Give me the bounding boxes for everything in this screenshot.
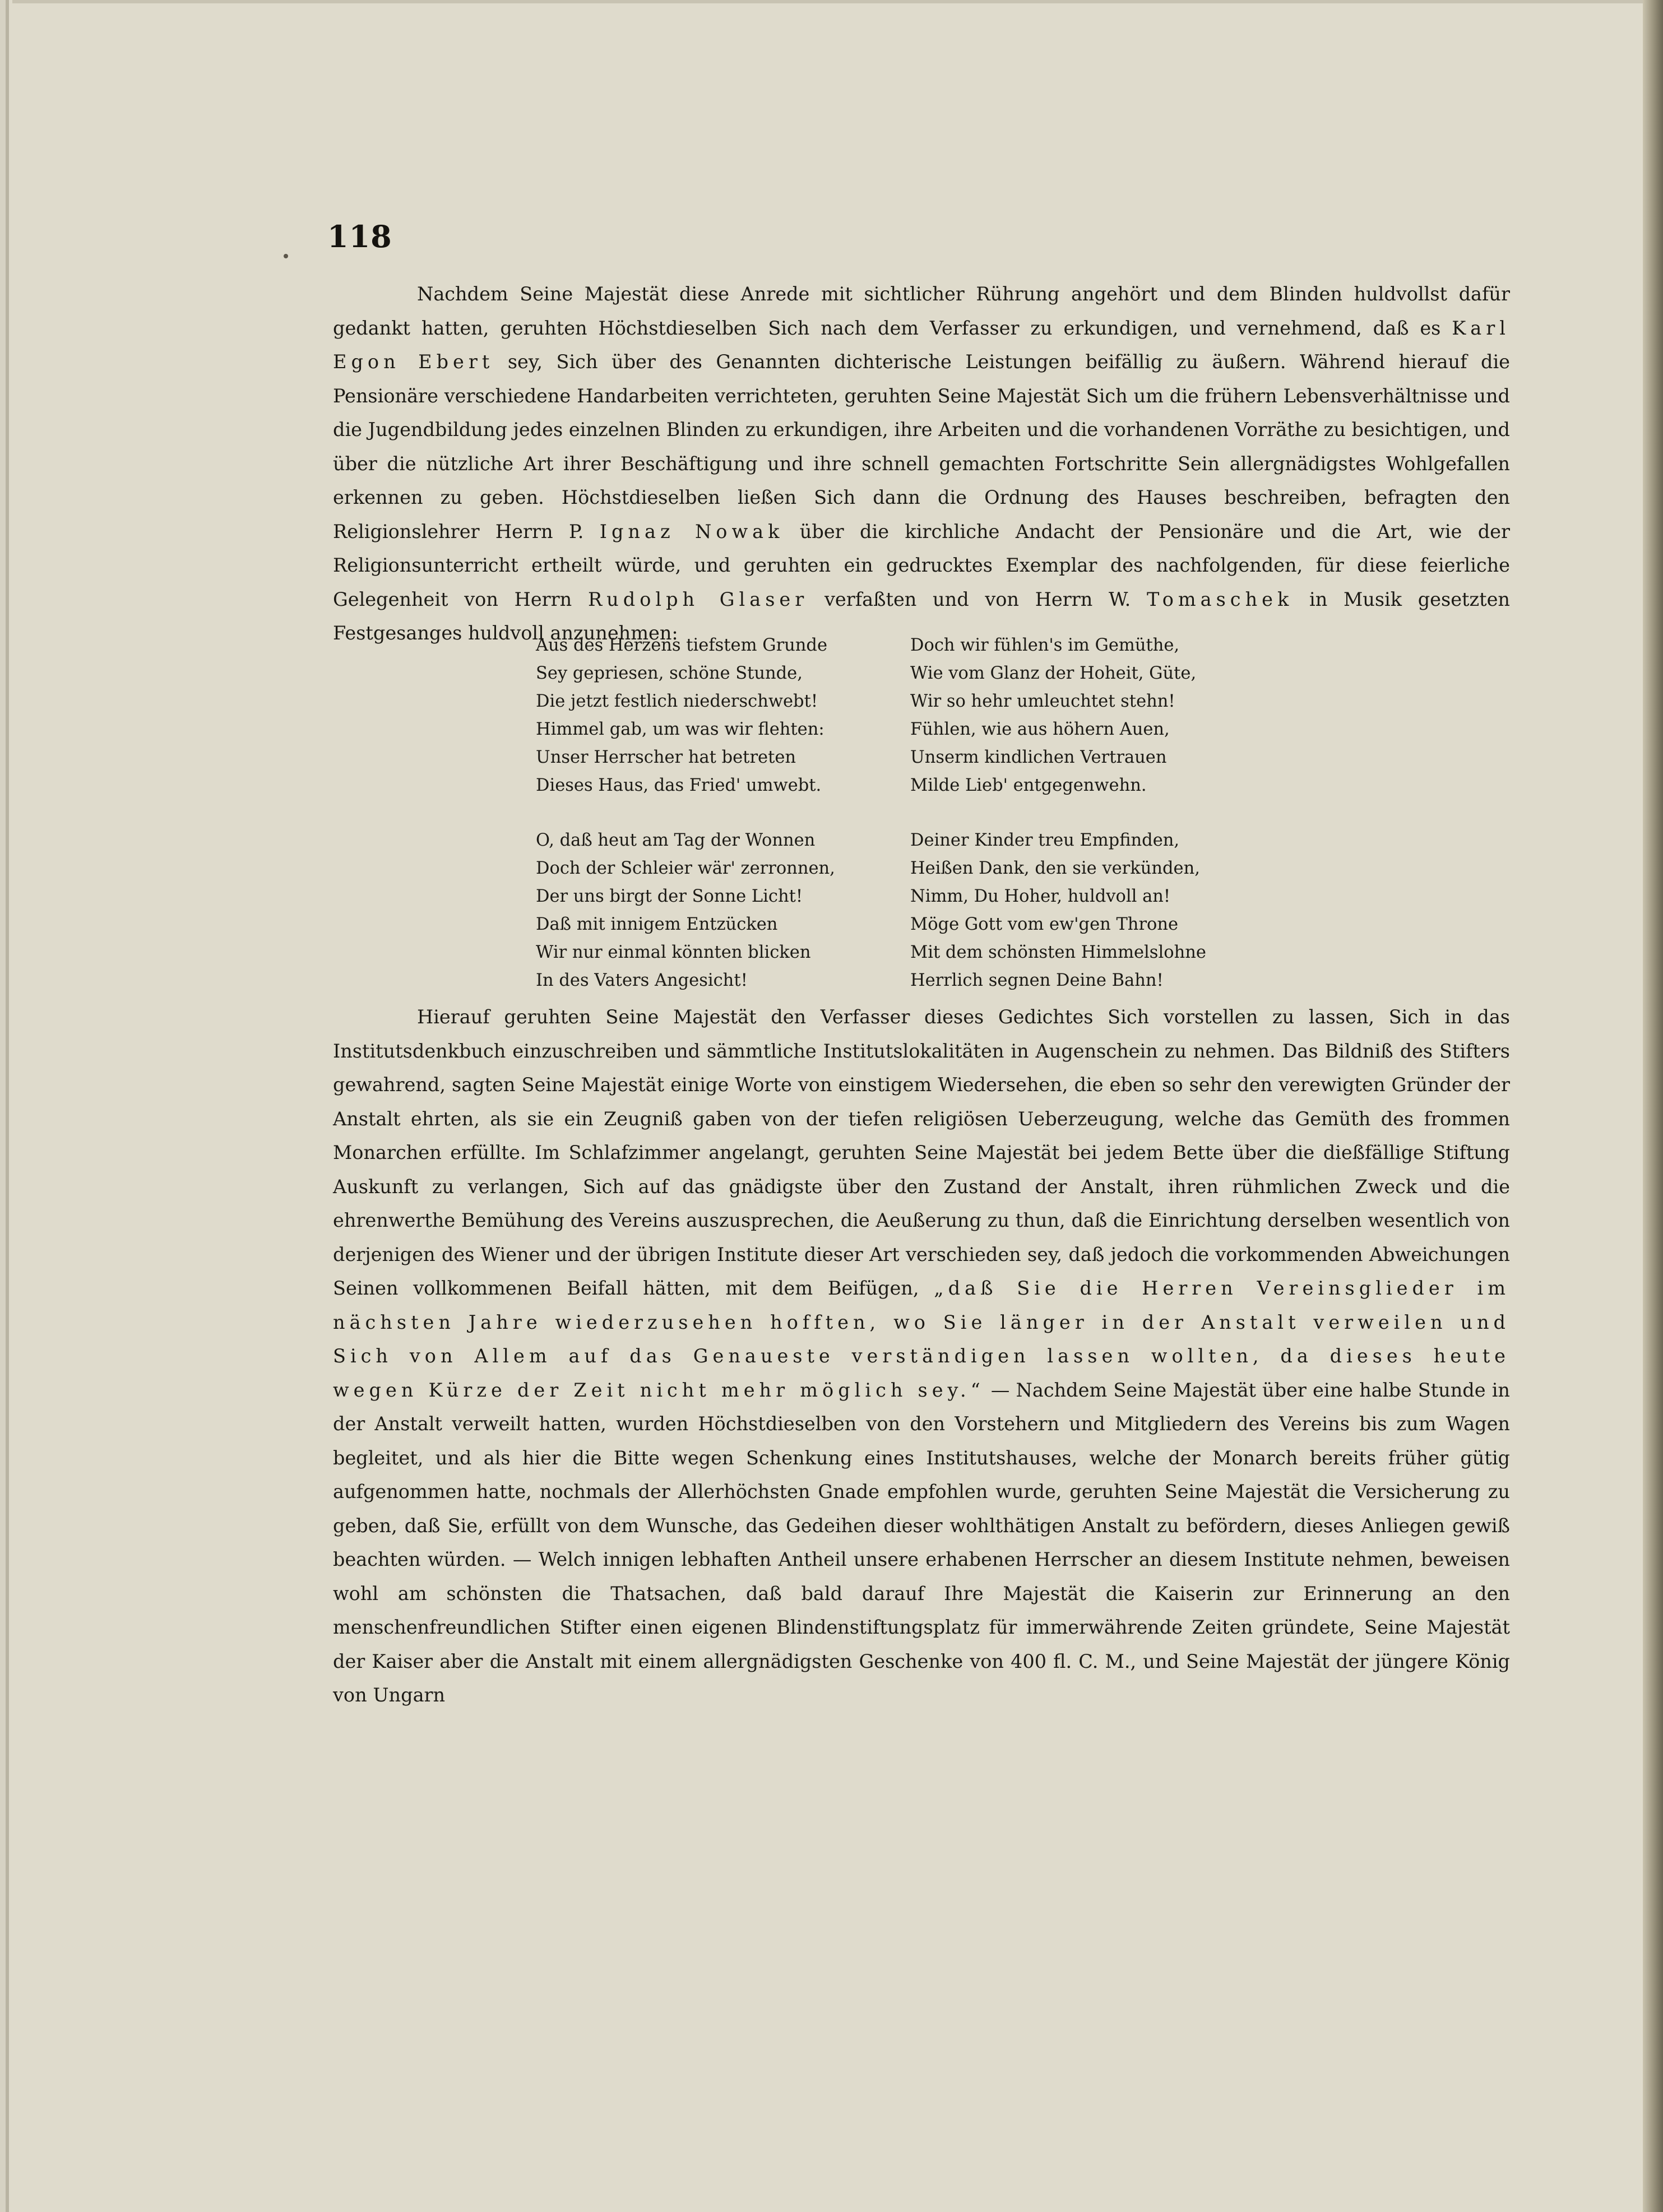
- poem-line: Doch der Schleier wär' zerronnen,: [536, 859, 835, 878]
- poem-stanza: [910, 827, 1206, 995]
- paragraph-1-text-b: sey, Sich über des Genannten dichterische Leistungen beifällig zu äußern. Während hierauf die Pensionäre verschiedene Handarbeiten verrichteten, geruhten Seine Majestät Sich um die frühern Lebensverhältnisse und die Jugendbildung jedes einzelnen Blinden zu erkundigen, ihre Arbeiten und die vorhandenen Vorräthe zu besichtigen, und über die nützliche Art ihrer Beschäftigung und ihre schnell gemachten Fortschritte Sein allergnädigstes Wohlgefallen erkennen zu geben. Höchstdieselben ließen Sich dann die Ordnung des Hauses beschreiben, befragten den Religionslehrer Herrn P.: [333, 351, 1510, 542]
- poem-line: Fühlen, wie aus höhern Auen,: [910, 720, 1170, 739]
- poem-line: Heißen Dank, den sie verkünden,: [910, 859, 1200, 878]
- poem-line: Die jetzt festlich niederschwebt!: [536, 692, 818, 711]
- poem-line: Wie vom Glanz der Hoheit, Güte,: [910, 664, 1197, 683]
- book-spine-edge: [1643, 0, 1663, 2212]
- poem-line: O, daß heut am Tag der Wonnen: [536, 831, 816, 850]
- name-ignaz-nowak: Ignaz Nowak: [599, 520, 784, 542]
- poem-right-column: [910, 632, 1206, 1022]
- poem-line: Wir so hehr umleuchtet stehn!: [910, 692, 1175, 711]
- paragraph-1-text-a: Nachdem Seine Majestät diese Anrede mit sichtlicher Rührung angehört und dem Blinden huldvollst dafür gedankt hatten, geruhten Höchstdieselben Sich nach dem Verfasser zu erkundigen, und vernehmend, daß es: [333, 283, 1510, 339]
- poem-stanza: [536, 632, 835, 800]
- paragraph-2: [333, 1000, 1510, 1713]
- page-number: 118: [327, 219, 392, 254]
- poem-line: In des Vaters Angesicht!: [536, 971, 748, 990]
- poem-line: Unser Herrscher hat betreten: [536, 748, 796, 767]
- poem-line: Möge Gott vom ew'gen Throne: [910, 915, 1179, 934]
- poem-line: Sey gepriesen, schöne Stunde,: [536, 664, 803, 683]
- paragraph-2-text-b: — Nachdem Seine Majestät über eine halbe Stunde in der Anstalt verweilt hatten, wurden Höchstdieselben von den Vorstehern und Mitgliedern des Vereins bis zum Wagen begleitet, und als hier die Bitte wegen Schenkung eines Institutshauses, welche der Monarch bereits früher gütig aufgenommen hatte, nochmals der Allerhöchsten Gnade empfohlen wurde, geruhten Seine Majestät die Versicherung zu geben, daß Sie, erfüllt von dem Wunsche, das Gedeihen dieser wohlthätigen Anstalt zu befördern, dieses Anliegen gewiß beachten würden. — Welch innigen lebhaften Antheil unsere erhabenen Herrscher an diesem Institute nehmen, beweisen wohl am schönsten die Thatsachen, daß bald darauf Ihre Majestät die Kaiserin zur Erinnerung an den menschenfreundlichen Stifter einen eigenen Blindenstiftungsplatz für immerwährende Zeiten gründete, Seine Majestät der Kaiser aber die Anstalt mit einem allergnädigsten Geschenke von 400 fl. C. M., und Seine Majestät der jüngere König von Ungarn: [333, 1379, 1510, 1706]
- name-karl-egon-ebert: Karl Egon Ebert: [333, 317, 1510, 373]
- top-margin-shadow: [12, 0, 1643, 3]
- poem-line: Wir nur einmal könnten blicken: [536, 943, 811, 962]
- poem-line: Daß mit innigem Entzücken: [536, 915, 778, 934]
- paragraph-1-text-c: über die kirchliche Andacht der Pensionäre und die Art, wie der Religionsunterricht ertheilt würde, und geruhten ein gedrucktes Exemplar des nachfolgenden, für diese feierliche Gelegenheit von Herrn: [333, 520, 1510, 610]
- poem-line: Dieses Haus, das Fried' umwebt.: [536, 776, 822, 795]
- poem-line: Milde Lieb' entgegenwehn.: [910, 776, 1147, 795]
- name-tomaschek: Tomaschek: [1146, 588, 1294, 610]
- book-page: [6, 0, 1648, 2212]
- paragraph-2-text-a: Hierauf geruhten Seine Majestät den Verfasser dieses Gedichtes Sich vorstellen zu lassen, Sich in das Institutsdenkbuch einzuschreiben und sämmtliche Institutslokalitäten in Augenschein zu nehmen. Das Bildniß des Stifters gewahrend, sagten Seine Majestät einige Worte von einstigem Wiedersehen, die eben so sehr den verewigten Gründer der Anstalt ehrten, als sie ein Zeugniß gaben von der tiefen religiösen Ueberzeugung, welche das Gemüth des frommen Monarchen erfüllte. Im Schlafzimmer angelangt, geruhten Seine Majestät bei jedem Bette über die dießfällige Stiftung Auskunft zu verlangen, Sich auf das gnädigste über den Zustand der Anstalt, ihren rühmlichen Zweck und die ehrenwerthe Bemühung des Vereins auszusprechen, die Aeußerung zu thun, daß die Einrichtung derselben wesentlich von derjenigen des Wiener und der übrigen Institute dieser Art verschieden sey, daß jedoch die vorkommenden Abweichungen Seinen vollkommenen Beifall hätten, mit dem Beifügen,: [333, 1006, 1510, 1299]
- poem-line: Mit dem schönsten Himmelslohne: [910, 943, 1206, 962]
- paragraph-1: [333, 277, 1510, 651]
- poem-stanza: [910, 632, 1206, 800]
- poem-line: Nimm, Du Hoher, huldvoll an!: [910, 887, 1171, 906]
- poem-line: Der uns birgt der Sonne Licht!: [536, 887, 803, 906]
- paragraph-1-text-d: verfaßten und von Herrn W.: [808, 588, 1147, 610]
- emperor-quote: „daß Sie die Herren Vereinsglieder im nächsten Jahre wiederzusehen hofften, wo Sie länger in der Anstalt verweilen und Sich von Allem auf das Genaueste verständigen lassen wollten, da dieses heute wegen Kürze der Zeit nicht mehr möglich sey.“: [333, 1277, 1510, 1401]
- poem-line: Deiner Kinder treu Empfinden,: [910, 831, 1180, 850]
- poem-line: Doch wir fühlen's im Gemüthe,: [910, 636, 1180, 655]
- poem-line: Aus des Herzens tiefstem Grunde: [536, 636, 828, 655]
- poem-line: Herrlich segnen Deine Bahn!: [910, 971, 1164, 990]
- ink-speck: [284, 254, 288, 258]
- paragraph-1-text-e: in Musik gesetzten Festgesanges huldvoll anzunehmen:: [333, 588, 1510, 644]
- poem-line: Himmel gab, um was wir flehten:: [536, 720, 824, 739]
- poem-left-column: [536, 632, 835, 1022]
- poem-line: Unserm kindlichen Vertrauen: [910, 748, 1167, 767]
- name-rudolph-glaser: Rudolph Glaser: [587, 588, 809, 610]
- poem-stanza: [536, 827, 835, 995]
